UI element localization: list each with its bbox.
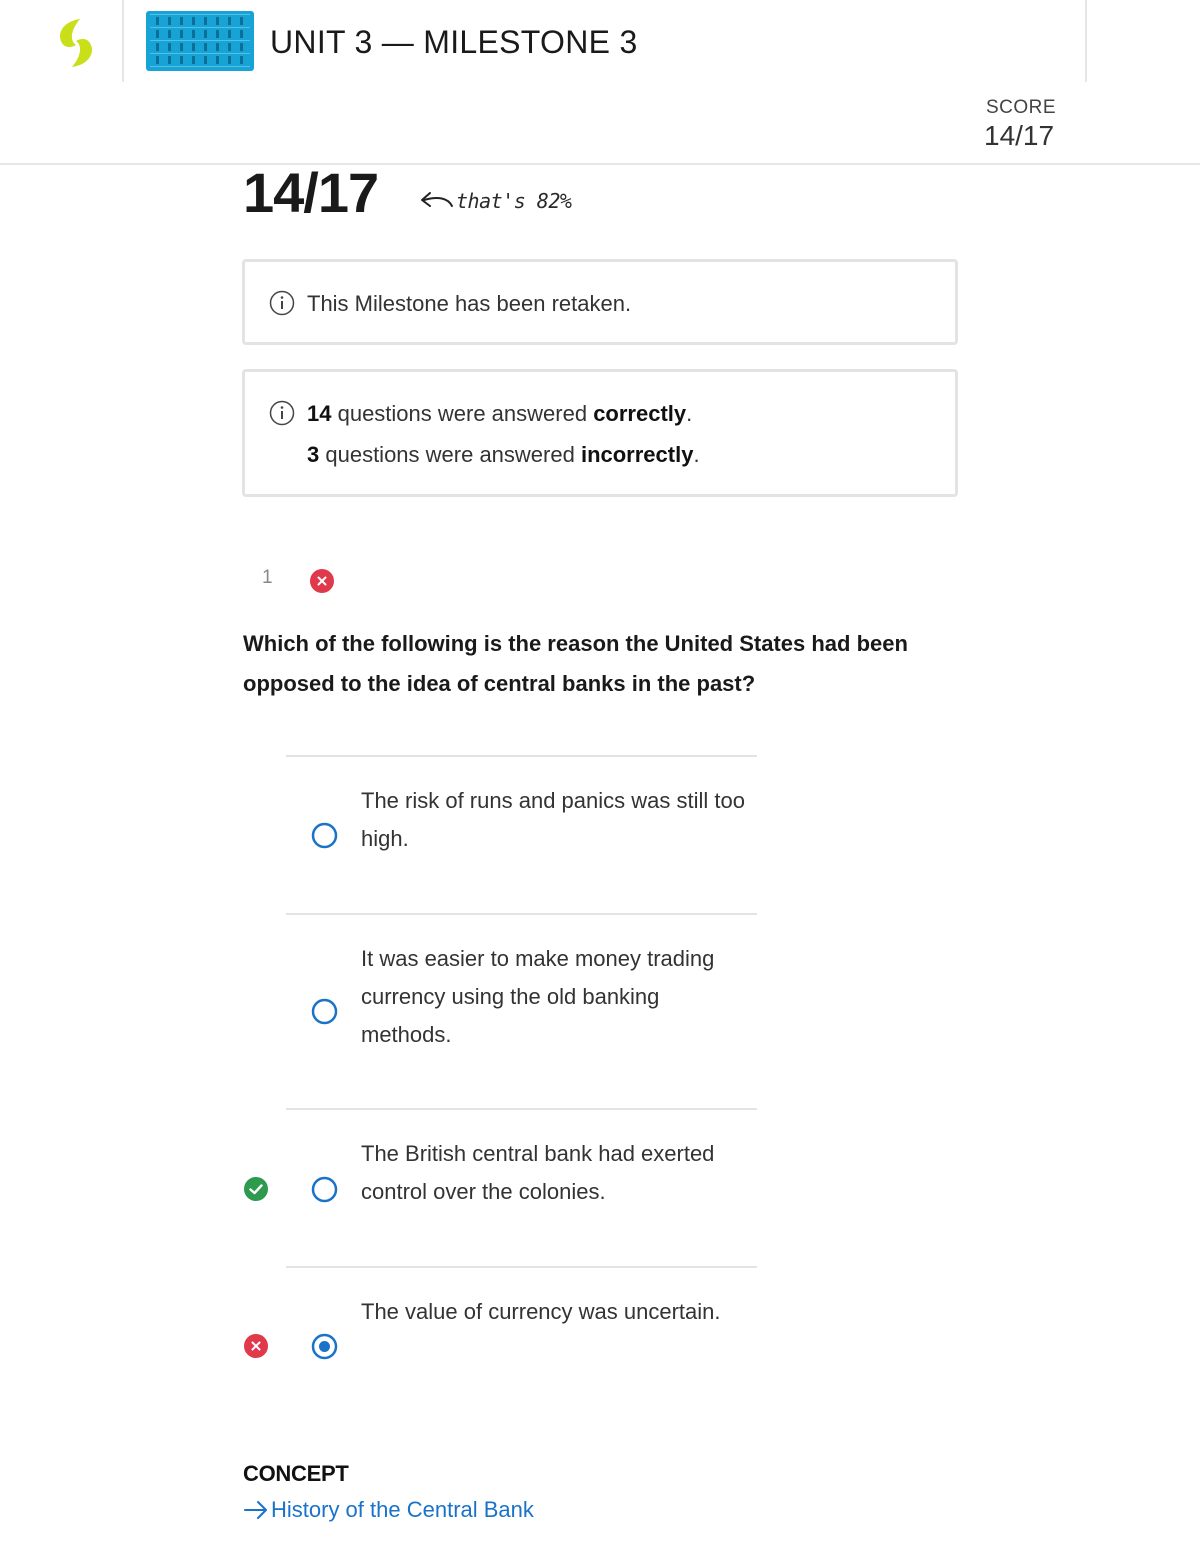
radio-unselected-icon[interactable]	[311, 1176, 338, 1203]
choice-divider	[286, 913, 757, 915]
info-icon	[269, 290, 295, 316]
correct-check-icon	[243, 1176, 269, 1202]
big-score: 14/17	[243, 161, 379, 224]
choice-text[interactable]: It was easier to make money trading currency using the old banking methods.	[361, 946, 715, 1047]
incorrect-x-icon	[309, 568, 335, 594]
unit-title: UNIT 3 — MILESTONE 3	[270, 24, 638, 60]
radio-selected-icon[interactable]	[311, 1333, 338, 1360]
incorrect-count: 3	[307, 442, 320, 467]
incorrect-word: incorrectly	[580, 442, 694, 467]
percent-text: that's 82%	[456, 189, 572, 213]
incorrect-x-icon	[243, 1333, 269, 1359]
correct-summary	[307, 401, 692, 427]
choice-divider	[286, 1266, 757, 1268]
page-header	[0, 0, 1200, 165]
percent-note	[418, 186, 571, 216]
radio-unselected-icon[interactable]	[311, 998, 338, 1025]
period: .	[686, 401, 693, 426]
arrow-right-icon	[243, 1499, 269, 1521]
concept-link[interactable]	[243, 1497, 534, 1523]
question-text: Which of the following is the reason the United States had been opposed to the idea of central banks in the past?	[243, 631, 908, 696]
question-number: 1	[262, 567, 273, 588]
choice-text[interactable]: The value of currency was uncertain.	[361, 1299, 721, 1324]
header-divider-right	[1085, 0, 1087, 82]
retaken-notice-box	[242, 259, 958, 345]
concept-label: CONCEPT	[243, 1461, 349, 1486]
incorrect-summary-text: questions were answered	[319, 442, 581, 467]
score-value: 14/17	[984, 120, 1055, 151]
period: .	[693, 442, 700, 467]
header-divider	[122, 0, 124, 82]
incorrect-summary	[307, 442, 700, 468]
choice-divider	[286, 1108, 757, 1110]
info-icon	[269, 400, 295, 426]
choice-text[interactable]: The risk of runs and panics was still too high.	[361, 788, 745, 851]
results-summary-box	[242, 369, 958, 497]
retaken-notice-text: This Milestone has been retaken.	[307, 291, 632, 316]
choice-divider	[286, 755, 757, 757]
score-label: SCORE	[986, 97, 1057, 118]
sophia-logo-icon[interactable]	[54, 17, 98, 69]
curved-arrow-left-icon	[418, 188, 454, 214]
correct-summary-text: questions were answered	[331, 401, 594, 426]
concept-link-text: History of the Central Bank	[271, 1497, 534, 1522]
correct-count: 14	[307, 401, 332, 426]
choice-text[interactable]: The British central bank had exerted control over the colonies.	[361, 1141, 715, 1204]
radio-unselected-icon[interactable]	[311, 822, 338, 849]
correct-word: correctly	[593, 401, 687, 426]
unit-thumbnail	[146, 11, 254, 71]
